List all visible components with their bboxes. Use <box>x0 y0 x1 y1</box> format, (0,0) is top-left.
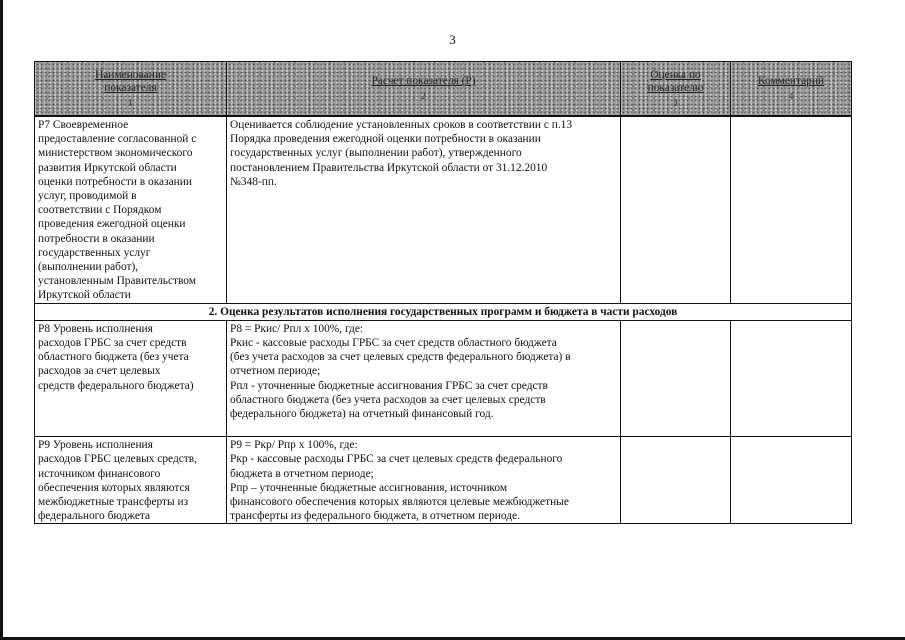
page-number: 3 <box>449 32 456 47</box>
header-calculation: Расчет показателя (Р) 2 <box>227 62 621 117</box>
header-comment: Комментарий 4 <box>731 62 852 117</box>
calculation-cell: Р8 = Ркис/ Рпл х 100%, где: Ркис - кассовые расходы ГРБС за счет средств областного бюджета (без учета расходов за счет целевых средств федерального бюджета) в отчетном периоде; Рпл - уточненные бюджетные ассигнования ГРБС за счет средств областного бюджета (без учета расходов за счет целевых средств федерального бюджета) на отчетный финансовый год. <box>227 320 621 436</box>
section-title: 2. Оценка результатов исполнения государственных программ и бюджета в части расходов <box>35 303 852 320</box>
indicator-name-cell: Р7 Своевременное предоставление согласованной с министерством экономического развития Иркутской области оценки потребности в оказании услуг, проводимой в соответствии с Порядком проведения ежегодной оценки потребности в оказании государственных услуг (выполнении работ), установленным Правительством Иркутской области <box>35 116 227 303</box>
section-heading-row <box>35 303 852 320</box>
scan-left-edge <box>0 0 3 640</box>
score-cell <box>621 116 731 303</box>
calculation-cell: Р9 = Ркр/ Рпр х 100%, где: Ркр - кассовые расходы ГРБС за счет целевых средств федерального бюджета в отчетном периоде; Рпр – уточненные бюджетные ассигнования, источником финансового обеспечения которых являются целевые межбюджетные трансферты из федерального бюджета, в отчетном периоде. <box>227 437 621 524</box>
indicator-name-cell: Р9 Уровень исполнения расходов ГРБС целевых средств, источником финансового обеспечения которых являются межбюджетные трансферты из федерального бюджета <box>35 437 227 524</box>
table-row <box>35 116 852 303</box>
indicator-name-cell: Р8 Уровень исполнения расходов ГРБС за счет средств областного бюджета (без учета расходов за счет целевых средств федерального бюджета) <box>35 320 227 436</box>
comment-cell <box>731 437 852 524</box>
table-row <box>35 437 852 524</box>
comment-cell <box>731 320 852 436</box>
table-header-row <box>35 62 852 117</box>
table-row <box>35 320 852 436</box>
header-score: Оценка по показателю 3 <box>621 62 731 117</box>
calculation-cell: Оценивается соблюдение установленных сроков в соответствии с п.13 Порядка проведения ежегодной оценки потребности в оказании государственных услуг (выполнении работ), утвержденного постановлением Правительства Иркутской области от 31.12.2010 №348-пп. <box>227 116 621 303</box>
score-cell <box>621 437 731 524</box>
header-indicator-name: Наименование показателя 1 <box>35 62 227 117</box>
score-cell <box>621 320 731 436</box>
indicators-table <box>34 61 852 524</box>
comment-cell <box>731 116 852 303</box>
